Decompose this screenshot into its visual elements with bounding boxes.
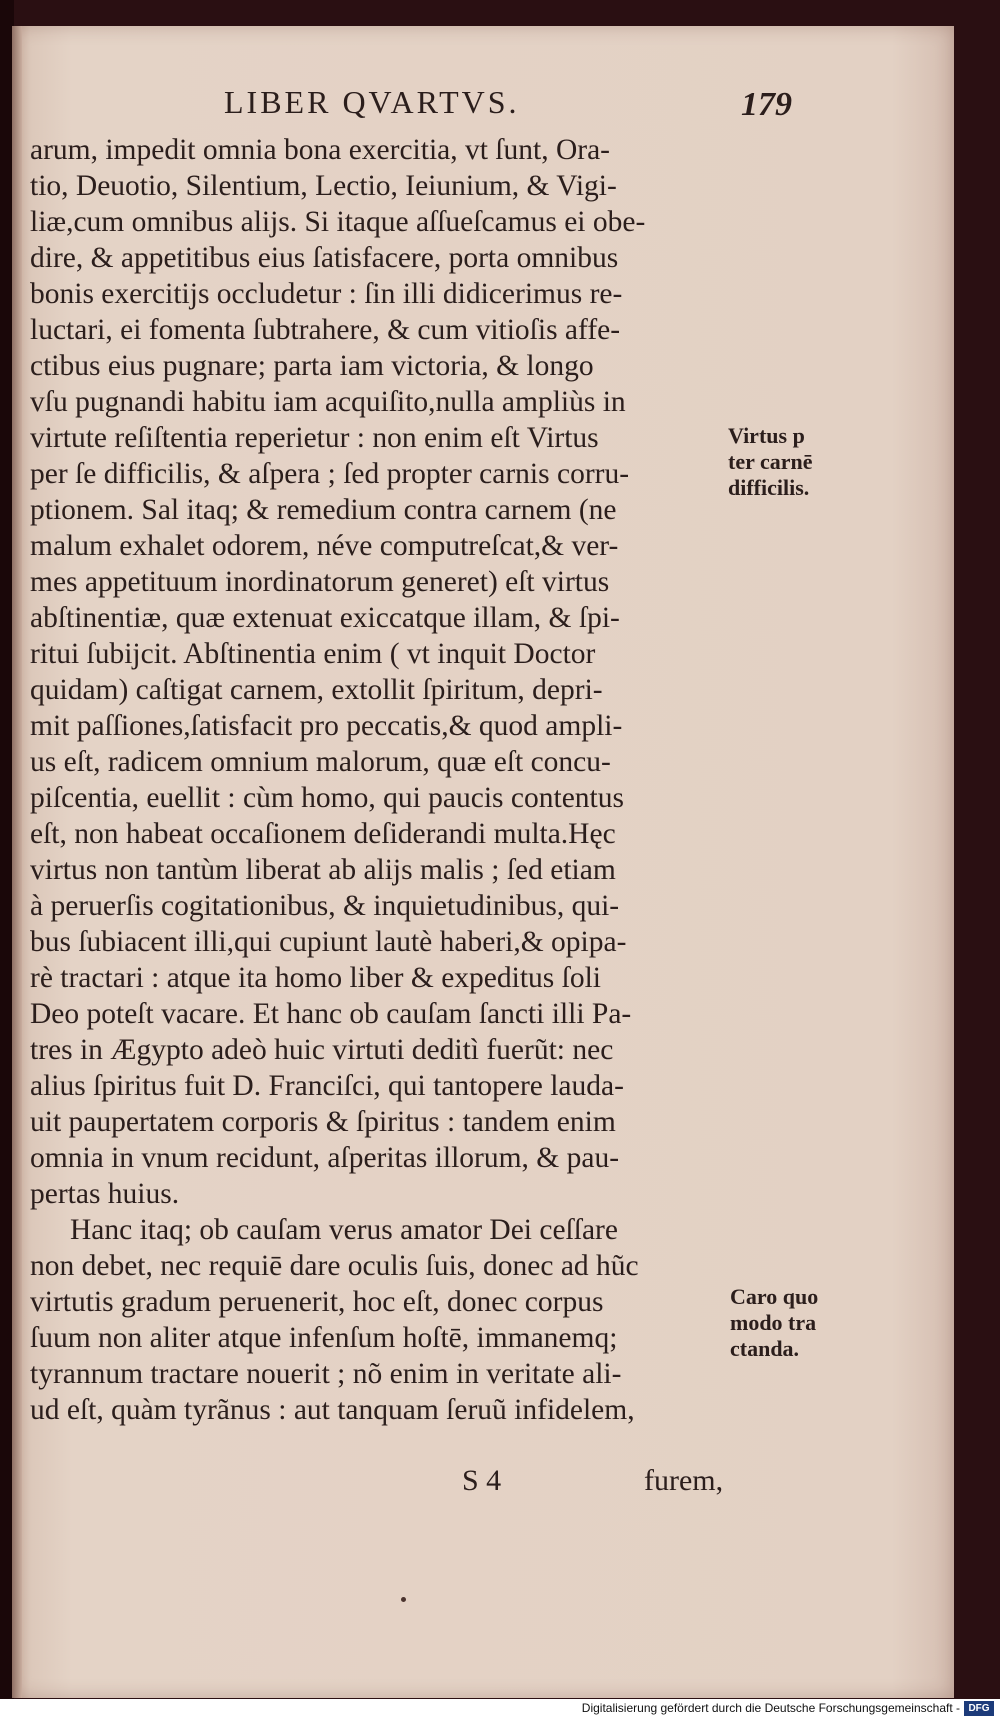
text-line: ſuum non aliter atque infenſum hoſtē, immanemq; [30, 1322, 618, 1354]
text-line: Deo poteſt vacare. Et hanc ob cauſam ſancti illi Pa- [30, 998, 632, 1030]
text-line: luctari, ei fomenta ſubtrahere, & cum vitioſis affe- [30, 314, 621, 346]
text-line: arum, impedit omnia bona exercitia, vt ſunt, Ora- [30, 134, 610, 166]
text-line: Hanc itaq; ob cauſam verus amator Dei ceſſare [70, 1214, 618, 1246]
text-line: ud eſt, quàm tyrãnus : aut tanquam ſeruũ infidelem, [30, 1394, 635, 1426]
text-line: piſcentia, euellit : cùm homo, qui paucis contentus [30, 782, 624, 814]
text-line: ritui ſubijcit. Abſtinentia enim ( vt inquit Doctor [30, 638, 596, 670]
text-line: virtute reſiſtentia reperietur : non enim eſt Virtus [30, 422, 599, 454]
text-line: omnia in vnum recidunt, aſperitas illorum, & pau- [30, 1142, 620, 1174]
text-line: mit paſſiones,ſatisfacit pro peccatis,& quod ampli- [30, 710, 623, 742]
running-title: LIBER QVARTVS. [224, 84, 520, 120]
text-line: liæ,cum omnibus alijs. Si itaque aſſueſcamus ei obe- [30, 206, 646, 238]
text-line: alius ſpiritus fuit D. Franciſci, qui tantopere lauda- [30, 1070, 624, 1102]
signature-mark: S 4 [462, 1464, 502, 1497]
text-line: virtus non tantùm liberat ab alijs malis ; ſed etiam [30, 854, 616, 886]
text-line: rè tractari : atque ita homo liber & expeditus ſoli [30, 962, 601, 994]
text-line: bonis exercitijs occludetur : ſin illi didicerimus re- [30, 278, 623, 310]
text-line: ptionem. Sal itaq; & remedium contra carnem (ne [30, 494, 617, 526]
margin-note-line: ctanda. [730, 1336, 800, 1361]
dfg-logo: DFG [964, 1701, 994, 1716]
digitization-credit-bar [0, 1699, 1000, 1719]
text-line: vſu pugnandi habitu iam acquiſito,nulla ampliùs in [30, 386, 626, 418]
page-gutter [12, 26, 22, 1698]
text-line: à peruerſis cogitationibus, & inquietudinibus, qui- [30, 890, 620, 922]
margin-note [728, 423, 813, 501]
text-line: abſtinentiæ, quæ extenuat exiccatque illam, & ſpi- [30, 602, 620, 634]
text-line: tres in Ægypto adeò huic virtuti deditì fuerũt: nec [30, 1034, 614, 1066]
text-line: quidam) caſtigat carnem, extollit ſpiritum, depri- [30, 674, 603, 706]
text-line: us eſt, radicem omnium malorum, quæ eſt concu- [30, 746, 611, 778]
text-line: eſt, non habeat occaſionem deſiderandi multa.Hęc [30, 818, 616, 850]
page-number: 179 [741, 86, 792, 123]
text-line: uit paupertatem corporis & ſpiritus : tandem enim [30, 1106, 616, 1138]
credit-text: Digitalisierung gefördert durch die Deutsche Forschungsgemeinschaft - [581, 1701, 960, 1715]
margin-note-line: Caro quo [730, 1284, 819, 1309]
text-line: mes appetituum inordinatorum generet) eſt virtus [30, 566, 610, 598]
margin-note-line: difficilis. [728, 475, 810, 500]
margin-note [730, 1284, 818, 1362]
margin-note-line: modo tra [730, 1310, 817, 1335]
text-line: bus ſubiacent illi,qui cupiunt lautè haberi,& opipa- [30, 926, 627, 958]
text-line: pertas huius. [30, 1178, 180, 1210]
margin-note-line: Virtus p [728, 423, 805, 448]
text-line: ctibus eius pugnare; parta iam victoria, & longo [30, 350, 594, 382]
text-line: virtutis gradum peruenerit, hoc eſt, donec corpus [30, 1286, 604, 1318]
margin-note-line: ter carnē [728, 449, 813, 474]
text-line: non debet, nec requiē dare oculis ſuis, donec ad hũc [30, 1250, 639, 1282]
text-line: per ſe difficilis, & aſpera ; ſed propter carnis corru- [30, 458, 630, 490]
catchword: furem, [644, 1464, 724, 1497]
book-page [12, 26, 954, 1698]
text-line: tyrannum tractare nouerit ; nõ enim in veritate ali- [30, 1358, 622, 1390]
text-line: malum exhalet odorem, néve computreſcat,& ver- [30, 530, 619, 562]
text-line: dire, & appetitibus eius ſatisfacere, porta omnibus [30, 242, 619, 274]
ink-speck [401, 1597, 406, 1602]
text-line: tio, Deuotio, Silentium, Lectio, Ieiunium, & Vigi- [30, 170, 617, 202]
